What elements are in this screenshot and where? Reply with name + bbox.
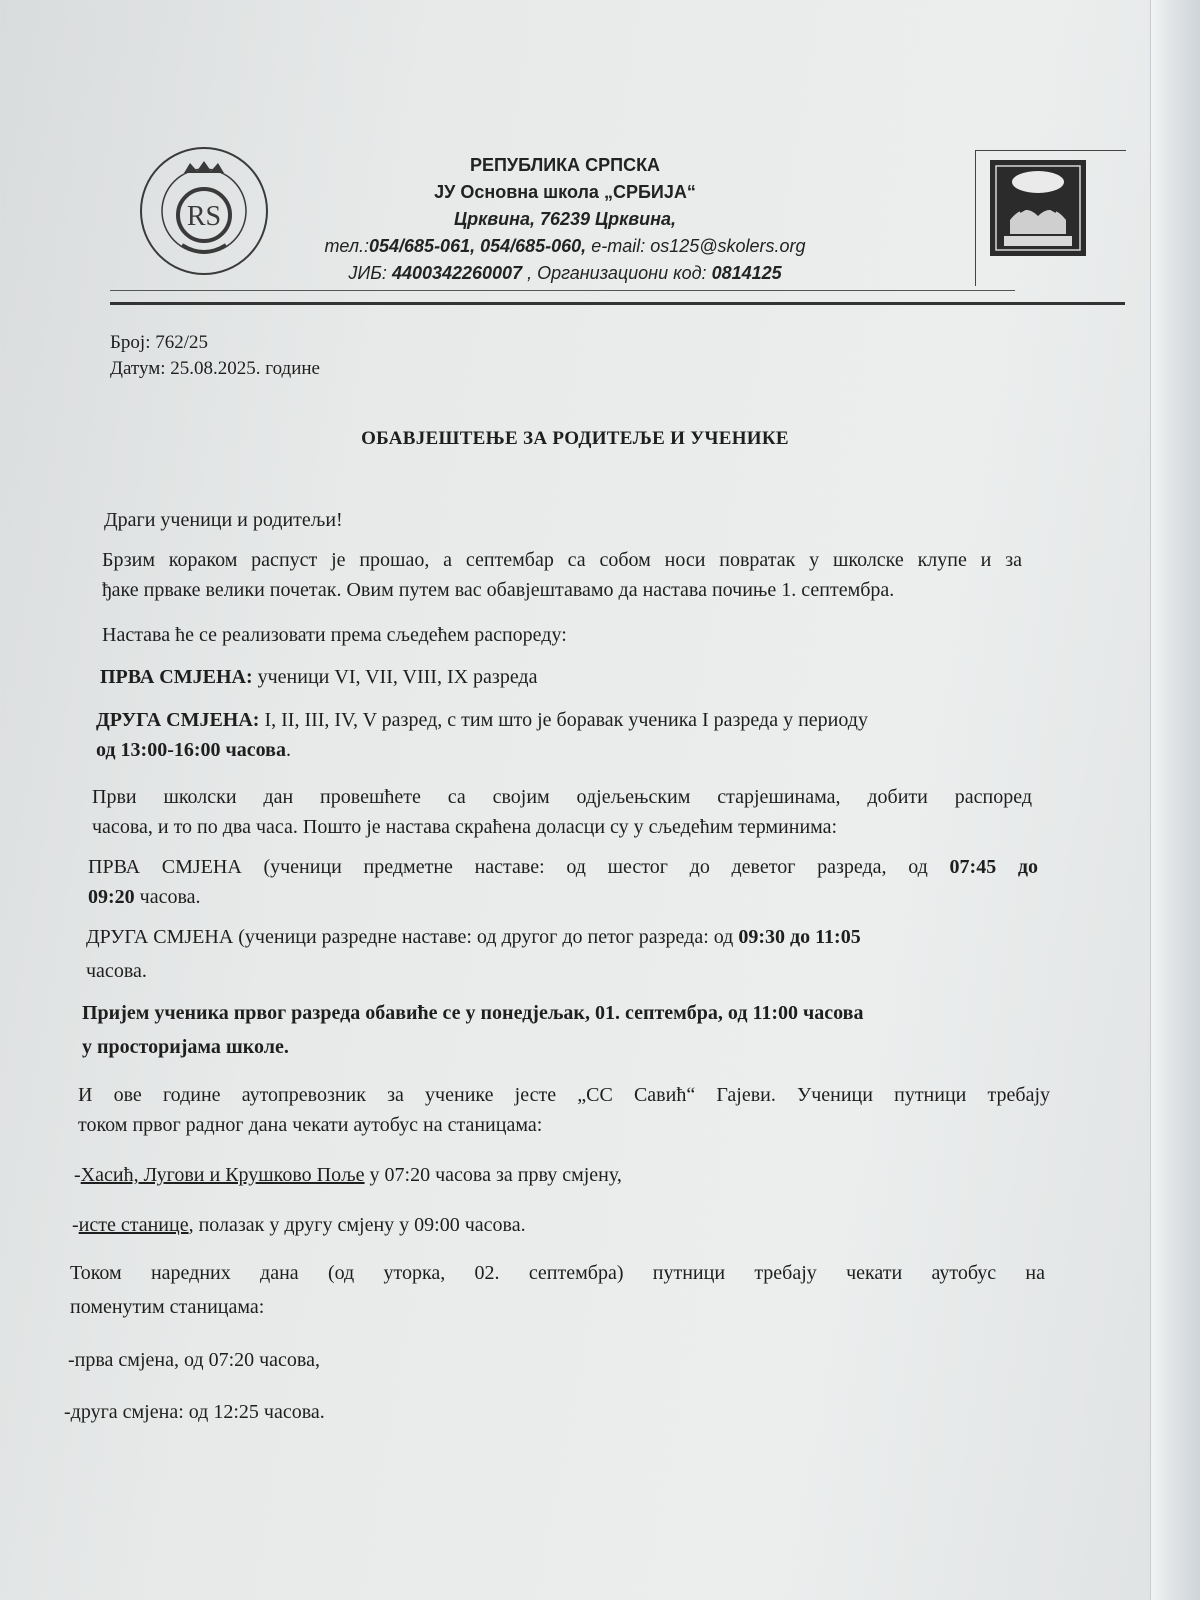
shift-2-time: од 13:00-16:00 часова [96, 739, 286, 761]
republic-name: РЕПУБЛИКА СРПСКА [469, 155, 661, 175]
second-shift-arrival-line-1 [86, 922, 1046, 952]
next-days-shift-2: -друга смјена: од 12:25 часова. [64, 1401, 325, 1423]
first-shift-arrival-text: ПРВА СМЈЕНА (ученици предметне наставе: од шестог до деветог разреда, од [88, 856, 950, 878]
document-number: Број: 762/25 [110, 332, 208, 353]
id-line [250, 260, 880, 287]
second-shift-arrival-text: ДРУГА СМЈЕНА (ученици разредне наставе: од другог до петог разреда: од [86, 926, 739, 948]
adjacent-page-edge [1150, 0, 1200, 1600]
shift-1-text: ученици VI, VII, VIII, IX разреда [252, 666, 538, 688]
schedule-intro: Настава ће се реализовати према сљедећем распореду: [102, 624, 567, 646]
first-shift-arrival-time-a: 07:45 до [949, 856, 1038, 878]
letterhead-text [250, 152, 880, 287]
header-thin-rule [110, 290, 1015, 291]
header-rule [110, 302, 1125, 305]
greeting: Драги ученици и родитељи! [104, 509, 343, 531]
next-days-line-2: поменутим станицама: [70, 1296, 265, 1318]
org-code: 0814125 [711, 263, 782, 283]
phone-numbers: 054/685-061, 054/685-060, [369, 236, 587, 256]
school-logo [990, 160, 1086, 256]
first-grade-reception-line-1: Пријем ученика првог разреда обавиће се у понедјељак, 01. септембра, од 11:00 часова [82, 1002, 864, 1024]
page-title: ОБАВЈЕШТЕЊЕ ЗА РОДИТЕЉЕ И УЧЕНИКЕ [361, 428, 789, 449]
document-meta [110, 330, 320, 382]
email-address: os125@skolers.org [650, 236, 806, 256]
intro-line-2: ђаке прваке велики почетак. Овим путем вас обавјештавамо да настава почиње 1. септембра. [102, 579, 895, 601]
first-grade-reception-line-2: у просторијама школе. [82, 1036, 289, 1058]
first-shift-arrival-line-1 [88, 852, 1038, 882]
school-name: ЈУ Основна школа „СРБИЈА“ [434, 182, 696, 202]
bus-stop-1 [74, 1160, 1014, 1190]
jib-label: ЈИБ: [348, 263, 392, 283]
first-day-line-1: Први школски дан провешћете са својим одјељењским старјешинама, добити распоред [92, 786, 1032, 808]
first-shift-arrival-end: часова. [134, 886, 201, 908]
bus-carrier-line-1: И ове године аутопревозник за ученике јесте „СС Савић“ Гајеви. Ученици путници требају [78, 1084, 1050, 1106]
org-code-label: , Организациони код: [522, 263, 712, 283]
letterhead [0, 0, 1150, 320]
first-shift-arrival-time-b: 09:20 [88, 886, 135, 908]
shift-2-label: ДРУГА СМЈЕНА: [96, 709, 260, 731]
next-days-shift-1: -прва смјена, од 07:20 часова, [68, 1349, 320, 1371]
second-shift-arrival-time: 09:30 до 11:05 [738, 926, 861, 948]
first-day-line-2: часова, и то по два часа. Пошто је настава скраћена доласци су у сљедећим терминима: [92, 816, 838, 838]
bus-stop-1-text: у 07:20 часова за прву смјену, [364, 1164, 622, 1186]
bus-stop-1-places: Хасић, Лугови и Крушково Поље [80, 1164, 365, 1186]
bus-stop-2-text: , полазак у другу смјену у 09:00 часова. [188, 1214, 526, 1236]
shift-2-text: I, II, III, IV, V разред, с тим што је боравак ученика I разреда у периоду [259, 709, 868, 731]
shift-1-line [100, 662, 1040, 692]
contact-line [250, 233, 880, 260]
second-shift-arrival-line-2: часова. [86, 960, 147, 982]
jib-number: 4400342260007 [391, 263, 523, 283]
bus-carrier-line-2: током првог радног дана чекати аутобус на станицама: [78, 1114, 543, 1136]
first-shift-arrival-line-2 [88, 882, 1028, 912]
intro-line-1: Брзим кораком распуст је прошао, а септембар са собом носи повратак у школске клупе и за [102, 549, 1022, 571]
shift-2-end: . [285, 739, 291, 761]
bus-stop-2-dash: - [72, 1214, 79, 1236]
phone-label: тел.: [324, 236, 369, 256]
shift-2-time-line [96, 735, 1036, 765]
document-date: Датум: 25.08.2025. године [110, 358, 320, 379]
bus-stop-1-dash: - [74, 1164, 81, 1186]
next-days-line-1: Током наредних дана (од уторка, 02. септембра) путници требају чекати аутобус на [70, 1262, 1045, 1284]
shift-2-line [96, 705, 1036, 735]
school-address: Црквина, 76239 Црквина, [453, 209, 677, 229]
bus-stop-2-places: исте станице [78, 1214, 189, 1236]
email-label: e-mail: [586, 236, 651, 256]
shift-1-label: ПРВА СМЈЕНА: [100, 666, 253, 688]
svg-text:RS: RS [186, 201, 222, 232]
bus-stop-2 [72, 1210, 1012, 1240]
